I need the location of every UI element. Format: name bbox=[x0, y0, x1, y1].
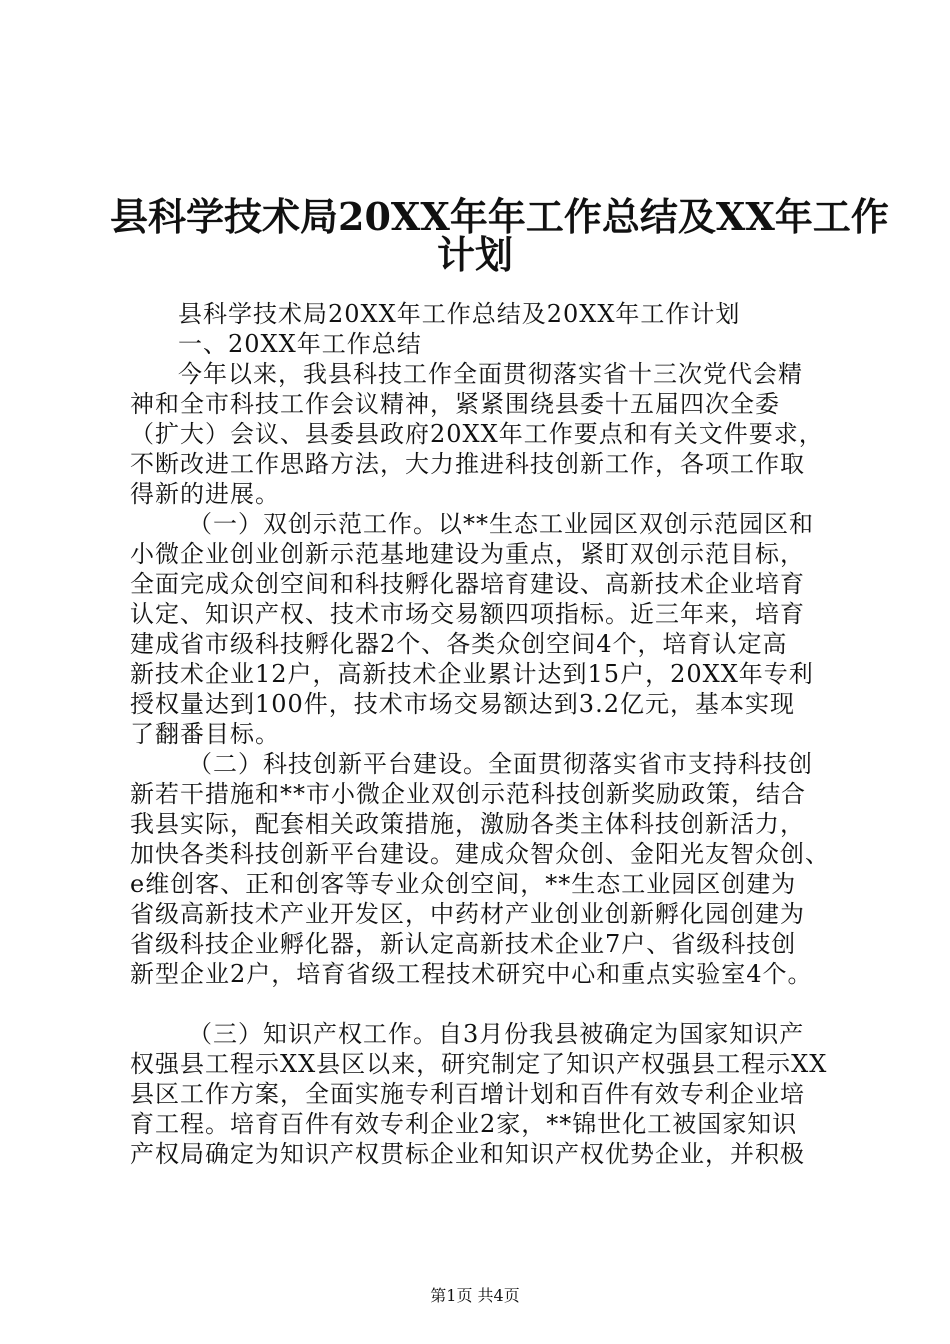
paragraph-line: 新若干措施和**市小微企业双创示范科技创新奖励政策，结合 bbox=[130, 780, 806, 808]
paragraph-line: 省级科技企业孵化器，新认定高新技术企业7户、省级科技创 bbox=[130, 930, 797, 958]
paragraph-line: （二）科技创新平台建设。全面贯彻落实省市支持科技创 bbox=[188, 750, 813, 778]
paragraph-line: 育工程。培育百件有效专利企业2家，**锦世化工被国家知识 bbox=[130, 1110, 798, 1138]
paragraph-line: 权强县工程示XX县区以来，研究制定了知识产权强县工程示XX bbox=[130, 1050, 828, 1078]
paragraph-line: 省级高新技术产业开发区，中药材产业创业创新孵化园创建为 bbox=[130, 900, 805, 928]
paragraph-line: e维创客、正和创客等专业众创空间，**生态工业园区创建为 bbox=[130, 870, 797, 898]
paragraph-line: 了翻番目标。 bbox=[130, 720, 280, 748]
subtitle-line: 县科学技术局20XX年工作总结及20XX年工作计划 bbox=[178, 300, 741, 328]
paragraph-line: 产权局确定为知识产权贯标企业和知识产权优势企业，并积极 bbox=[130, 1140, 805, 1168]
blank-line bbox=[130, 989, 835, 1019]
paragraph-line: 小微企业创业创新示范基地建设为重点，紧盯双创示范目标， bbox=[130, 540, 805, 568]
paragraph-line: （扩大）会议、县委县政府20XX年工作要点和有关文件要求， bbox=[130, 420, 824, 448]
paragraph-line: 不断改进工作思路方法，大力推进科技创新工作，各项工作取 bbox=[130, 450, 805, 478]
paragraph-line: 新型企业2户，培育省级工程技术研究中心和重点实验室4个。 bbox=[130, 960, 813, 988]
paragraph-line: 神和全市科技工作会议精神，紧紧围绕县委十五届四次全委 bbox=[130, 390, 780, 418]
paragraph-line: （一）双创示范工作。以**生态工业园区双创示范园区和 bbox=[188, 510, 814, 538]
paragraph-line: 授权量达到100件，技术市场交易额达到3.2亿元，基本实现 bbox=[130, 690, 795, 718]
document-title-line-1: 县科学技术局20XX年年工作总结及XX年工作 bbox=[110, 194, 889, 239]
paragraph-line: 得新的进展。 bbox=[130, 480, 280, 508]
paragraph-line: 新技术企业12户，高新技术企业累计达到15户，20XX年专利 bbox=[130, 660, 814, 688]
document-body bbox=[130, 299, 835, 1169]
paragraph-line: 加快各类科技创新平台建设。建成众智众创、金阳光友智众创、 bbox=[130, 840, 830, 868]
paragraph-line: 今年以来，我县科技工作全面贯彻落实省十三次党代会精 bbox=[178, 360, 803, 388]
paragraph-line: 我县实际，配套相关政策措施，激励各类主体科技创新活力， bbox=[130, 810, 805, 838]
page-footer: 第1页 共4页 bbox=[430, 1286, 520, 1305]
document-title-line-2: 计划 bbox=[436, 232, 513, 277]
paragraph-line: 全面完成众创空间和科技孵化器培育建设、高新技术企业培育 bbox=[130, 570, 805, 598]
paragraph-line: 县区工作方案，全面实施专利百增计划和百件有效专利企业培 bbox=[130, 1080, 805, 1108]
paragraph-line: （三）知识产权工作。自3月份我县被确定为国家知识产 bbox=[188, 1020, 805, 1048]
paragraph-line: 建成省市级科技孵化器2个、各类众创空间4个，培育认定高 bbox=[130, 630, 788, 658]
paragraph-line: 认定、知识产权、技术市场交易额四项指标。近三年来，培育 bbox=[130, 600, 805, 628]
section-heading: 一、20XX年工作总结 bbox=[178, 330, 422, 358]
